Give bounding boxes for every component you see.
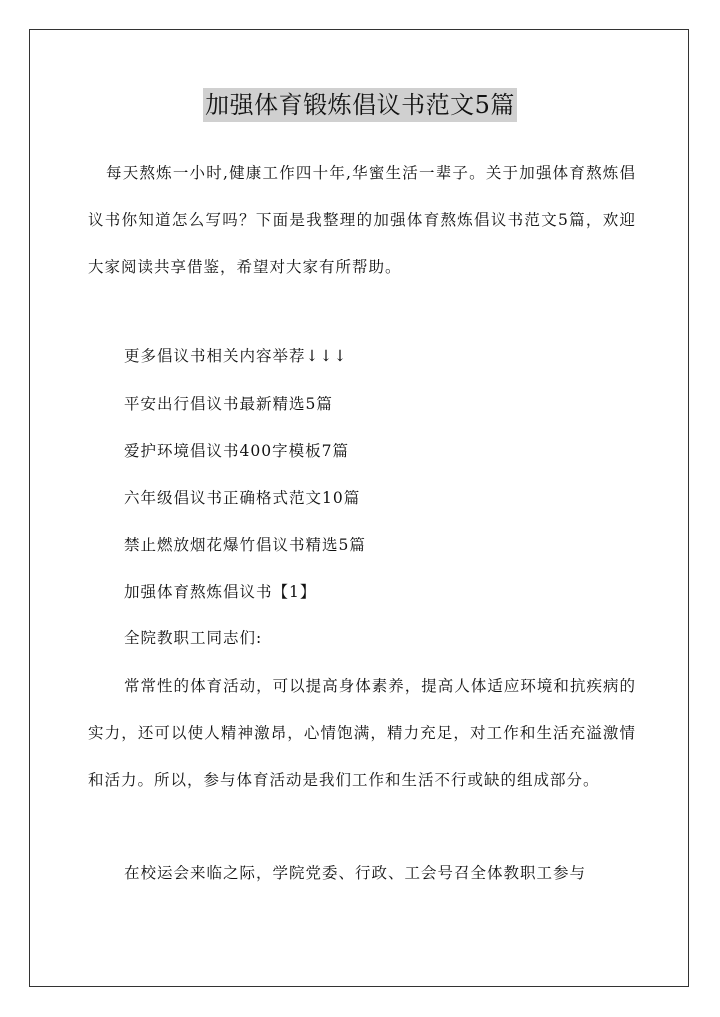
recommend-link-4[interactable]: 禁止燃放烟花爆竹倡议书精选5篇: [124, 536, 366, 554]
recommend-link-1[interactable]: 平安出行倡议书最新精选5篇: [124, 395, 333, 413]
intro-paragraph: 每天熬炼一小时,健康工作四十年,华蜜生活一辈子。关于加强体育熬炼倡议书你知道怎么写吗？下面是我整理的加强体育熬炼倡议书范文5篇，欢迎大家阅读共享借鉴，希望对大家有所帮助。: [88, 164, 636, 276]
recommend-header: 更多倡议书相关内容举荐↓↓↓: [124, 347, 348, 365]
recommend-link-3[interactable]: 六年级倡议书正确格式范文10篇: [124, 489, 361, 507]
recommend-link-2[interactable]: 爱护环境倡议书400字模板7篇: [124, 442, 349, 460]
salutation: 全院教职工同志们:: [124, 629, 263, 647]
document-title: 加强体育锻炼倡议书范文5篇: [203, 88, 517, 122]
title-container: [0, 88, 720, 122]
body-paragraph-1: 常常性的体育活动，可以提高身体素养，提高人体适应环境和抗疾病的实力，还可以使人精神激昂，心情饱满，精力充足，对工作和生活充溢激情和活力。所以，参与体育活动是我们工作和生活不行或缺的组成部分。: [88, 677, 636, 789]
body-paragraph-2: 在校运会来临之际，学院党委、行政、工会号召全体教职工参与: [124, 864, 587, 882]
section-heading: 加强体育熬炼倡议书【1】: [124, 583, 317, 601]
